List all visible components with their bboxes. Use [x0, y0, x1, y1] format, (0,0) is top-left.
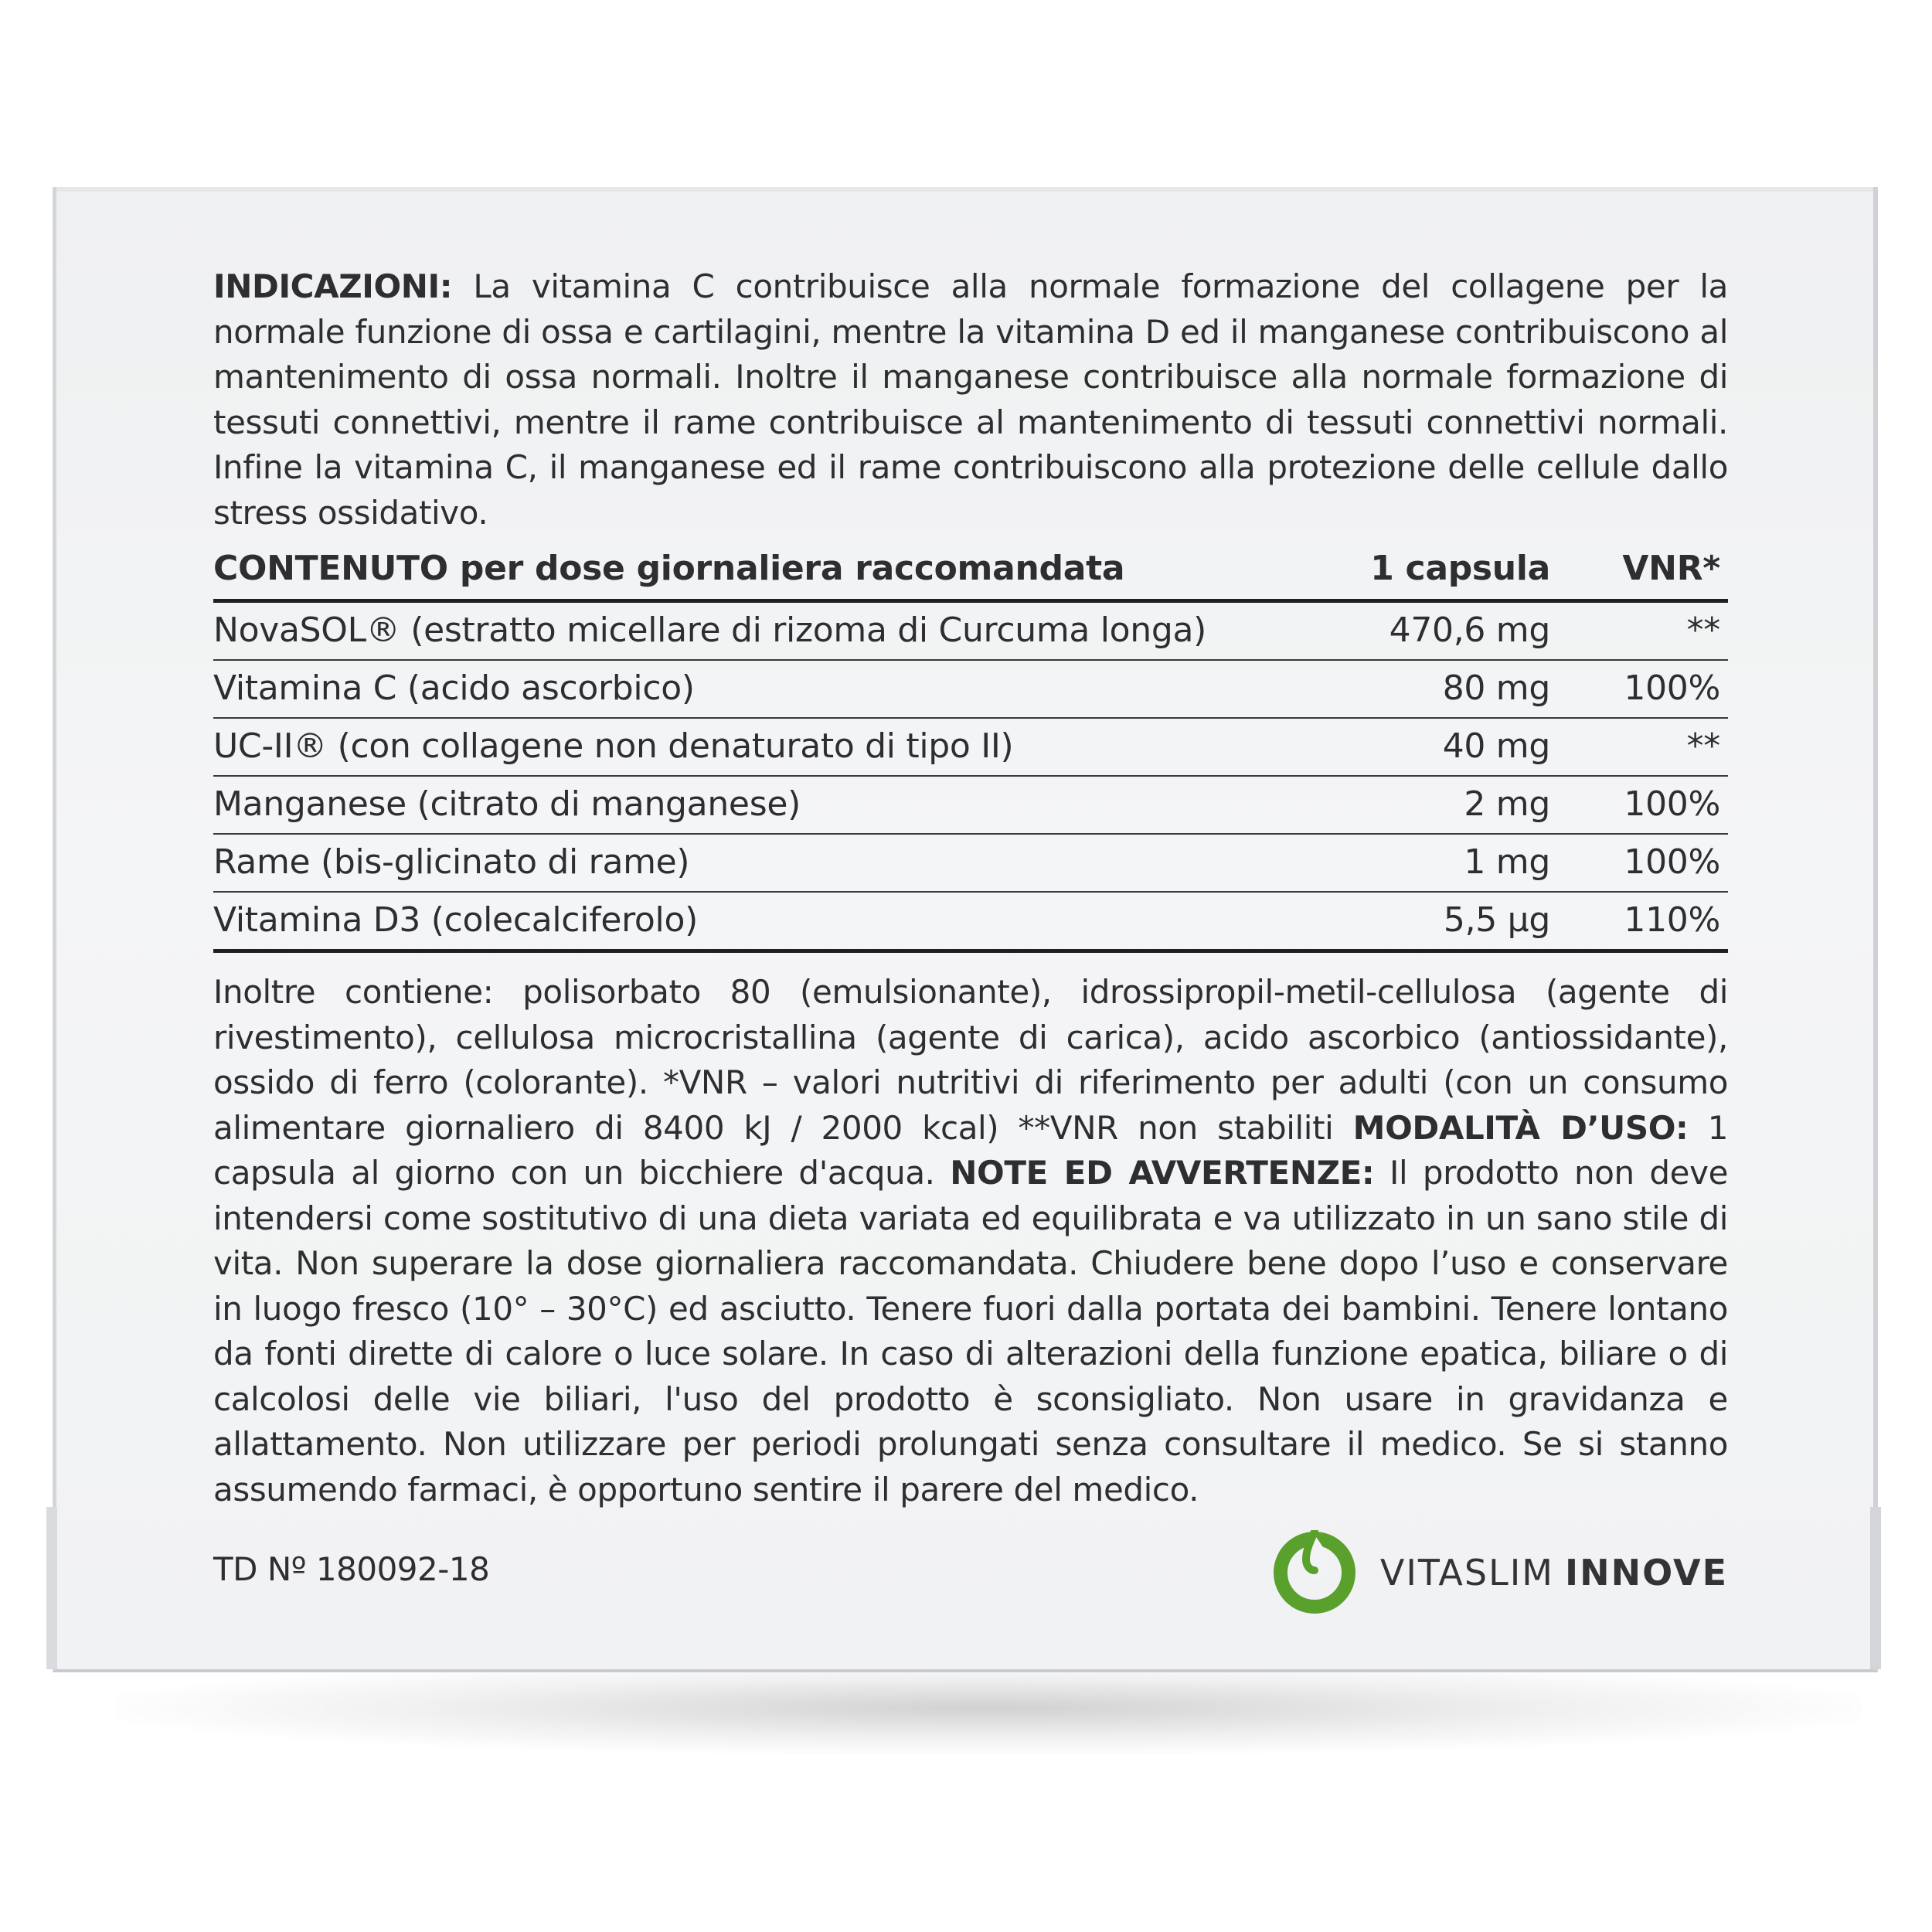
brand-bold: INNOVE — [1564, 1552, 1728, 1594]
row-dose: 40 mg — [1442, 726, 1550, 767]
row-ingredient: Vitamina C (acido ascorbico) — [213, 668, 695, 709]
row-dose: 1 mg — [1464, 842, 1550, 883]
brand-logo — [1272, 1530, 1728, 1615]
box-shadow — [116, 1662, 1862, 1754]
usage-text: 1 capsula al giorno con un bicchiere d'acqua. — [213, 1108, 1729, 1192]
brand-name — [1380, 1552, 1728, 1594]
table-row — [213, 661, 1728, 719]
indications-text: La vitamina C contribuisce alla normale formazione del collagene per la normale funzione di ossa e cartilagini, mentre la vitamina D ed il manganese contribuiscono al mantenimento di ossa normali. Inoltre il manganese contribuisce alla normale formazione di tessuti connettivi, mentre il rame contribuisce al mantenimento di tessuti connettivi normali. Infine la vitamina C, il manganese ed il rame contribuiscono alla protezione delle cellule dallo stress ossidativo. — [213, 267, 1728, 532]
table-row — [213, 893, 1728, 949]
row-dose: 470,6 mg — [1389, 611, 1550, 651]
td-number: TD Nº 180092-18 — [213, 1550, 490, 1588]
notes-label: NOTE ED AVVERTENZE: — [950, 1154, 1375, 1192]
right-flap — [1870, 1507, 1881, 1669]
left-flap — [46, 1507, 57, 1669]
drop-ring-icon — [1272, 1530, 1357, 1615]
row-vnr: 100% — [1624, 668, 1720, 709]
brand-light: VITASLIM — [1379, 1552, 1554, 1594]
header-dose: 1 capsula — [1370, 548, 1550, 588]
row-vnr: ** — [1686, 611, 1720, 651]
table-row — [213, 719, 1728, 777]
row-vnr: ** — [1686, 726, 1720, 767]
row-vnr: 100% — [1624, 784, 1720, 825]
indications-paragraph — [213, 264, 1728, 536]
row-dose: 2 mg — [1464, 784, 1550, 825]
other-ingredients-text: Inoltre contiene: polisorbato 80 (emulsionante), idrossipropil-metil-cellulosa (agente di rivestimento), cellulosa microcristallina (agente di carica), acido ascorbico (antiossidante), ossido di ferro (colorante). *VNR – valori nutritivi di riferimento per adulti (con un consumo alimentare giornaliero di 8400 kJ / 2000 kcal) **VNR non stabiliti — [213, 973, 1728, 1147]
nutrition-table — [213, 536, 1728, 953]
table-row — [213, 835, 1728, 893]
notes-text: Il prodotto non deve intendersi come sostitutivo di una dieta variata ed equilibrata e va utilizzato in un sano stile di vita. Non superare la dose giornaliera raccomandata. Chiudere bene dopo l’uso e conservare in luogo fresco (10° – 30°C) ed asciutto. Tenere fuori dalla portata dei bambini. Tenere lontano da fonti dirette di calore o luce solare. In caso di alterazioni della funzione epatica, biliare o di calcolosi delle vie biliari, l'uso del prodotto è sconsigliato. Non usare in gravidanza e allattamento. Non utilizzare per periodi prolungati senza consultare il medico. Se si stanno assumendo farmaci, è opportuno sentire il parere del medico. — [213, 1154, 1729, 1509]
row-ingredient: Rame (bis-glicinato di rame) — [213, 842, 690, 883]
table-row — [213, 603, 1728, 661]
row-dose: 80 mg — [1442, 668, 1550, 709]
row-ingredient: UC-II® (con collagene non denaturato di tipo II) — [213, 726, 1014, 767]
row-vnr: 100% — [1624, 842, 1720, 883]
row-dose: 5,5 µg — [1443, 900, 1550, 940]
header-content: CONTENUTO per dose giornaliera raccomandata — [213, 548, 1125, 588]
row-ingredient: Manganese (citrato di manganese) — [213, 784, 801, 825]
table-bottom-rule — [213, 949, 1728, 953]
table-body — [213, 603, 1728, 949]
row-ingredient: Vitamina D3 (colecalciferolo) — [213, 900, 698, 940]
indications-label: INDICAZIONI: — [213, 267, 453, 305]
row-ingredient: NovaSOL® (estratto micellare di rizoma di Curcuma longa) — [213, 611, 1207, 651]
table-row — [213, 777, 1728, 835]
usage-label: MODALITÀ D’USO: — [1352, 1108, 1689, 1147]
label-content — [213, 264, 1728, 1512]
row-vnr: 110% — [1624, 900, 1720, 940]
ingredients-paragraph — [213, 970, 1728, 1512]
table-header — [213, 536, 1728, 591]
header-vnr: VNR* — [1622, 548, 1720, 588]
footer — [213, 1530, 1728, 1607]
